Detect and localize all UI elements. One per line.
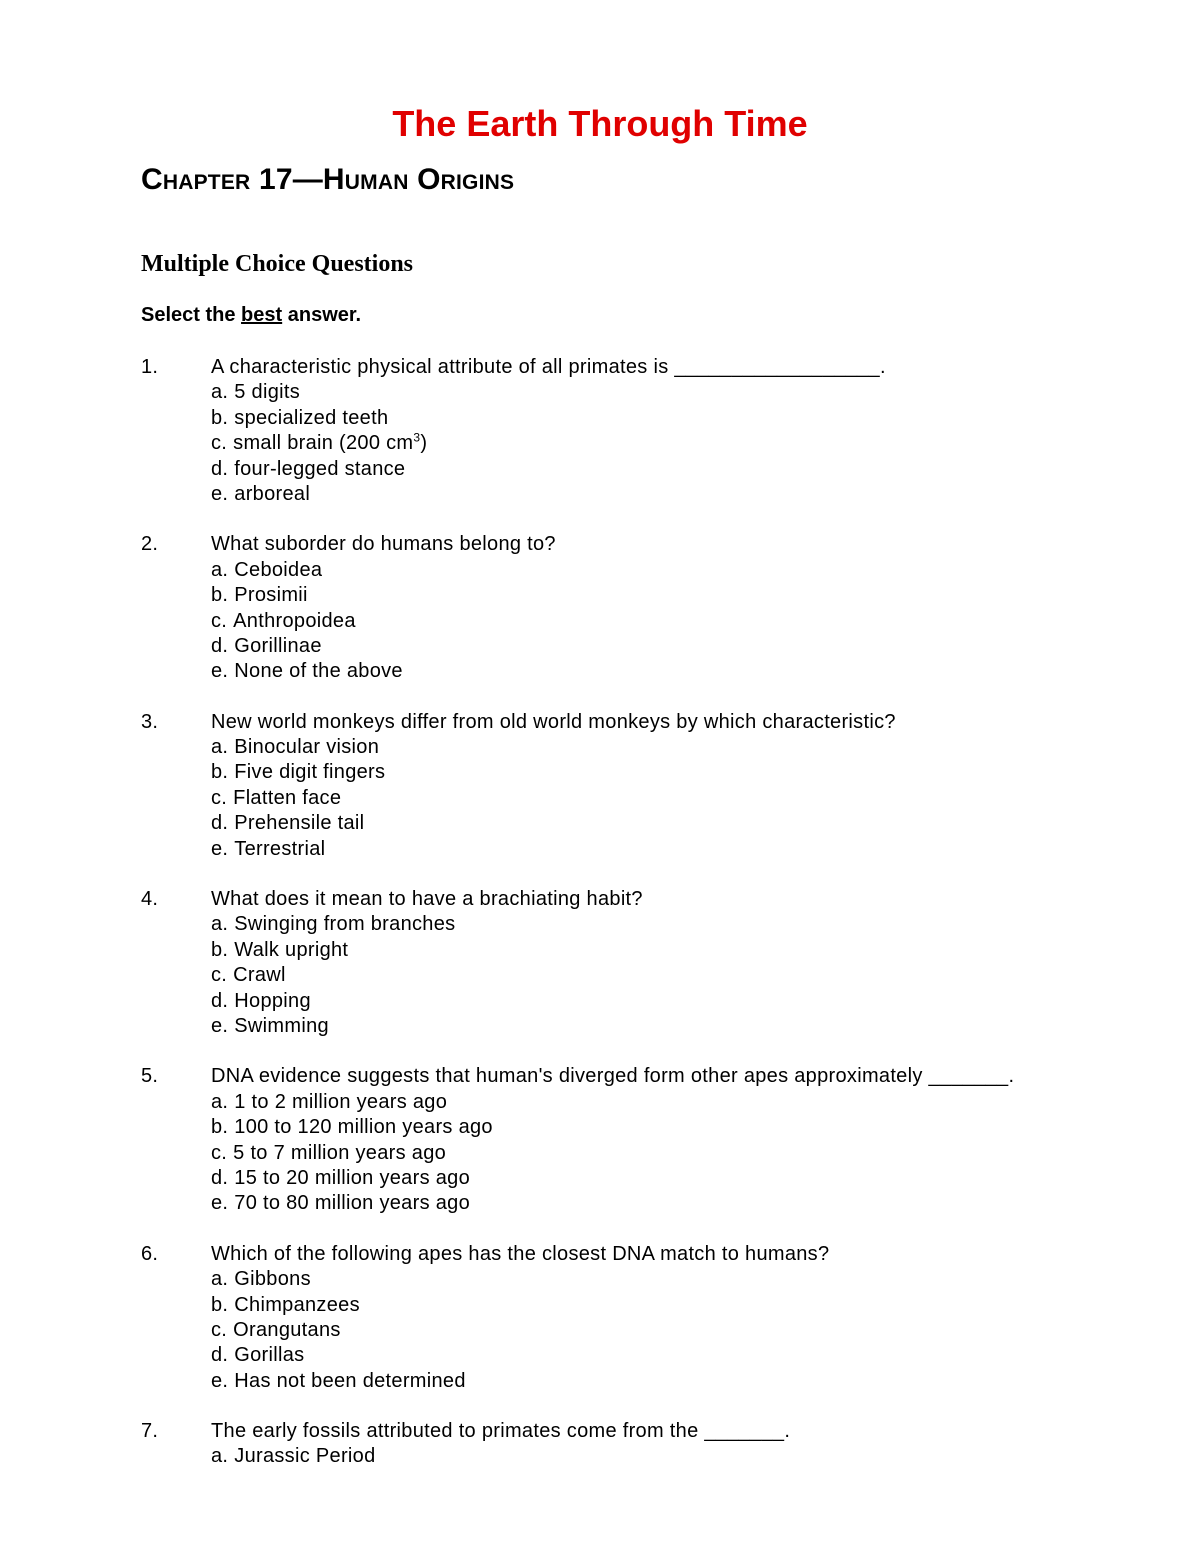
option-text: Chimpanzees — [234, 1293, 360, 1316]
option-text: Ceboidea — [234, 558, 323, 581]
question-number: 7. — [141, 1420, 159, 1443]
answer-option — [0, 1166, 1200, 1191]
question-stem — [0, 355, 1200, 380]
option-text: Hopping — [234, 989, 311, 1012]
option-text: Swinging from branches — [234, 913, 456, 936]
option-text: 5 to 7 million years ago — [233, 1141, 447, 1164]
option-text: Jurassic Period — [234, 1445, 376, 1468]
option-text: Swimming — [234, 1014, 329, 1037]
answer-option — [0, 786, 1200, 811]
option-letter: e. — [211, 1369, 229, 1392]
option-letter: b. — [211, 1116, 229, 1139]
question-item — [0, 1064, 1200, 1216]
answer-option — [0, 1343, 1200, 1368]
option-text-suffix: ) — [420, 432, 428, 455]
answer-option — [0, 1369, 1200, 1394]
option-letter: c. — [211, 964, 228, 987]
document-title: The Earth Through Time — [392, 103, 808, 144]
option-letter: d. — [211, 634, 229, 657]
question-number: 2. — [141, 533, 159, 556]
option-letter: b. — [211, 1293, 229, 1316]
question-text: Which of the following apes has the closest DNA match to humans? — [211, 1242, 830, 1265]
option-letter: c. — [211, 609, 228, 632]
question-number: 5. — [141, 1065, 159, 1088]
answer-option — [0, 1444, 1200, 1469]
question-number: 4. — [141, 888, 159, 911]
option-letter: c. — [211, 786, 228, 809]
question-number: 1. — [141, 356, 159, 378]
answer-option — [0, 482, 1200, 507]
option-text: Has not been determined — [234, 1369, 466, 1392]
option-letter: d. — [211, 989, 229, 1012]
option-text: 70 to 80 million years ago — [234, 1192, 470, 1215]
option-letter: d. — [211, 812, 229, 835]
answer-option — [0, 760, 1200, 785]
question-text: The early fossils attributed to primates come from the _______. — [211, 1420, 791, 1443]
option-text: Gorillas — [234, 1344, 305, 1367]
question-stem — [0, 887, 1200, 912]
question-text: New world monkeys differ from old world monkeys by which characteristic? — [211, 710, 896, 733]
option-text: 5 digits — [234, 381, 301, 404]
instruction-emphasis: best — [241, 304, 283, 326]
option-text: 1 to 2 million years ago — [234, 1090, 448, 1113]
answer-option — [0, 406, 1200, 431]
option-text: Orangutans — [233, 1318, 341, 1341]
answer-option — [0, 989, 1200, 1014]
option-letter: e. — [211, 1014, 229, 1037]
answer-option — [0, 1293, 1200, 1318]
question-stem — [0, 1064, 1200, 1089]
question-text: What does it mean to have a brachiating habit? — [211, 888, 643, 911]
question-text: A characteristic physical attribute of all primates is __________________. — [211, 356, 886, 378]
answer-option — [0, 431, 1200, 456]
answer-option — [0, 963, 1200, 988]
answer-option — [0, 380, 1200, 405]
option-letter: b. — [211, 938, 229, 961]
option-text: Anthropoidea — [233, 609, 356, 632]
option-letter: a. — [211, 1268, 229, 1291]
option-letter: a. — [211, 381, 229, 404]
option-text: None of the above — [234, 660, 403, 683]
option-text: Walk upright — [234, 938, 349, 961]
chapter-title: Chapter 17—Human Origins — [141, 163, 515, 196]
answer-option — [0, 837, 1200, 862]
answer-option — [0, 1267, 1200, 1292]
option-letter: a. — [211, 736, 229, 759]
option-letter: e. — [211, 837, 229, 860]
option-letter: c. — [211, 432, 228, 455]
answer-option — [0, 583, 1200, 608]
option-letter: b. — [211, 761, 229, 784]
question-stem — [0, 710, 1200, 735]
question-stem — [0, 1242, 1200, 1267]
answer-option — [0, 609, 1200, 634]
answer-option — [0, 1090, 1200, 1115]
answer-option — [0, 938, 1200, 963]
question-text: DNA evidence suggests that human's diverged form other apes approximately _______. — [211, 1065, 1015, 1088]
option-text: Terrestrial — [234, 837, 326, 860]
option-letter: d. — [211, 1166, 229, 1189]
answer-option — [0, 912, 1200, 937]
option-letter: a. — [211, 1445, 229, 1468]
option-text: specialized teeth — [234, 406, 389, 429]
option-text: arboreal — [234, 482, 311, 505]
question-list — [0, 355, 1200, 1495]
option-text: Prehensile tail — [234, 812, 365, 835]
question-item — [0, 532, 1200, 684]
option-text: four-legged stance — [234, 457, 406, 480]
answer-option — [0, 1318, 1200, 1343]
instruction-text — [141, 301, 361, 329]
option-letter: d. — [211, 1344, 229, 1367]
option-letter: a. — [211, 913, 229, 936]
section-heading: Multiple Choice Questions — [141, 251, 414, 277]
answer-option — [0, 659, 1200, 684]
question-text: What suborder do humans belong to? — [211, 533, 556, 556]
instruction-after: answer. — [282, 304, 362, 326]
question-item — [0, 1419, 1200, 1470]
answer-option — [0, 735, 1200, 760]
option-letter: e. — [211, 1192, 229, 1215]
option-letter: c. — [211, 1318, 228, 1341]
option-letter: a. — [211, 1090, 229, 1113]
instruction-before: Select the — [141, 304, 242, 326]
question-number: 3. — [141, 710, 159, 733]
option-text: Prosimii — [234, 584, 308, 607]
option-letter: d. — [211, 457, 229, 480]
option-text: 15 to 20 million years ago — [234, 1166, 470, 1189]
option-text: Crawl — [233, 964, 286, 987]
option-text: Binocular vision — [234, 736, 380, 759]
option-letter: c. — [211, 1141, 228, 1164]
question-item — [0, 355, 1200, 507]
option-superscript: 3 — [413, 430, 421, 445]
option-letter: b. — [211, 406, 229, 429]
answer-option — [0, 1115, 1200, 1140]
question-stem — [0, 1419, 1200, 1444]
question-item — [0, 887, 1200, 1039]
option-letter: e. — [211, 660, 229, 683]
answer-option — [0, 1191, 1200, 1216]
option-text: small brain (200 cm — [233, 432, 414, 455]
option-text: Gorillinae — [234, 634, 322, 657]
answer-option — [0, 1141, 1200, 1166]
option-letter: a. — [211, 558, 229, 581]
answer-option — [0, 457, 1200, 482]
question-item — [0, 1242, 1200, 1394]
option-text: Five digit fingers — [234, 761, 386, 784]
answer-option — [0, 1014, 1200, 1039]
option-text: Flatten face — [233, 786, 342, 809]
answer-option — [0, 634, 1200, 659]
answer-option — [0, 558, 1200, 583]
option-letter: e. — [211, 482, 229, 505]
answer-option — [0, 811, 1200, 836]
question-number: 6. — [141, 1242, 159, 1265]
option-text: 100 to 120 million years ago — [234, 1116, 493, 1139]
option-letter: b. — [211, 584, 229, 607]
option-text: Gibbons — [234, 1268, 311, 1291]
question-stem — [0, 532, 1200, 557]
question-item — [0, 710, 1200, 862]
